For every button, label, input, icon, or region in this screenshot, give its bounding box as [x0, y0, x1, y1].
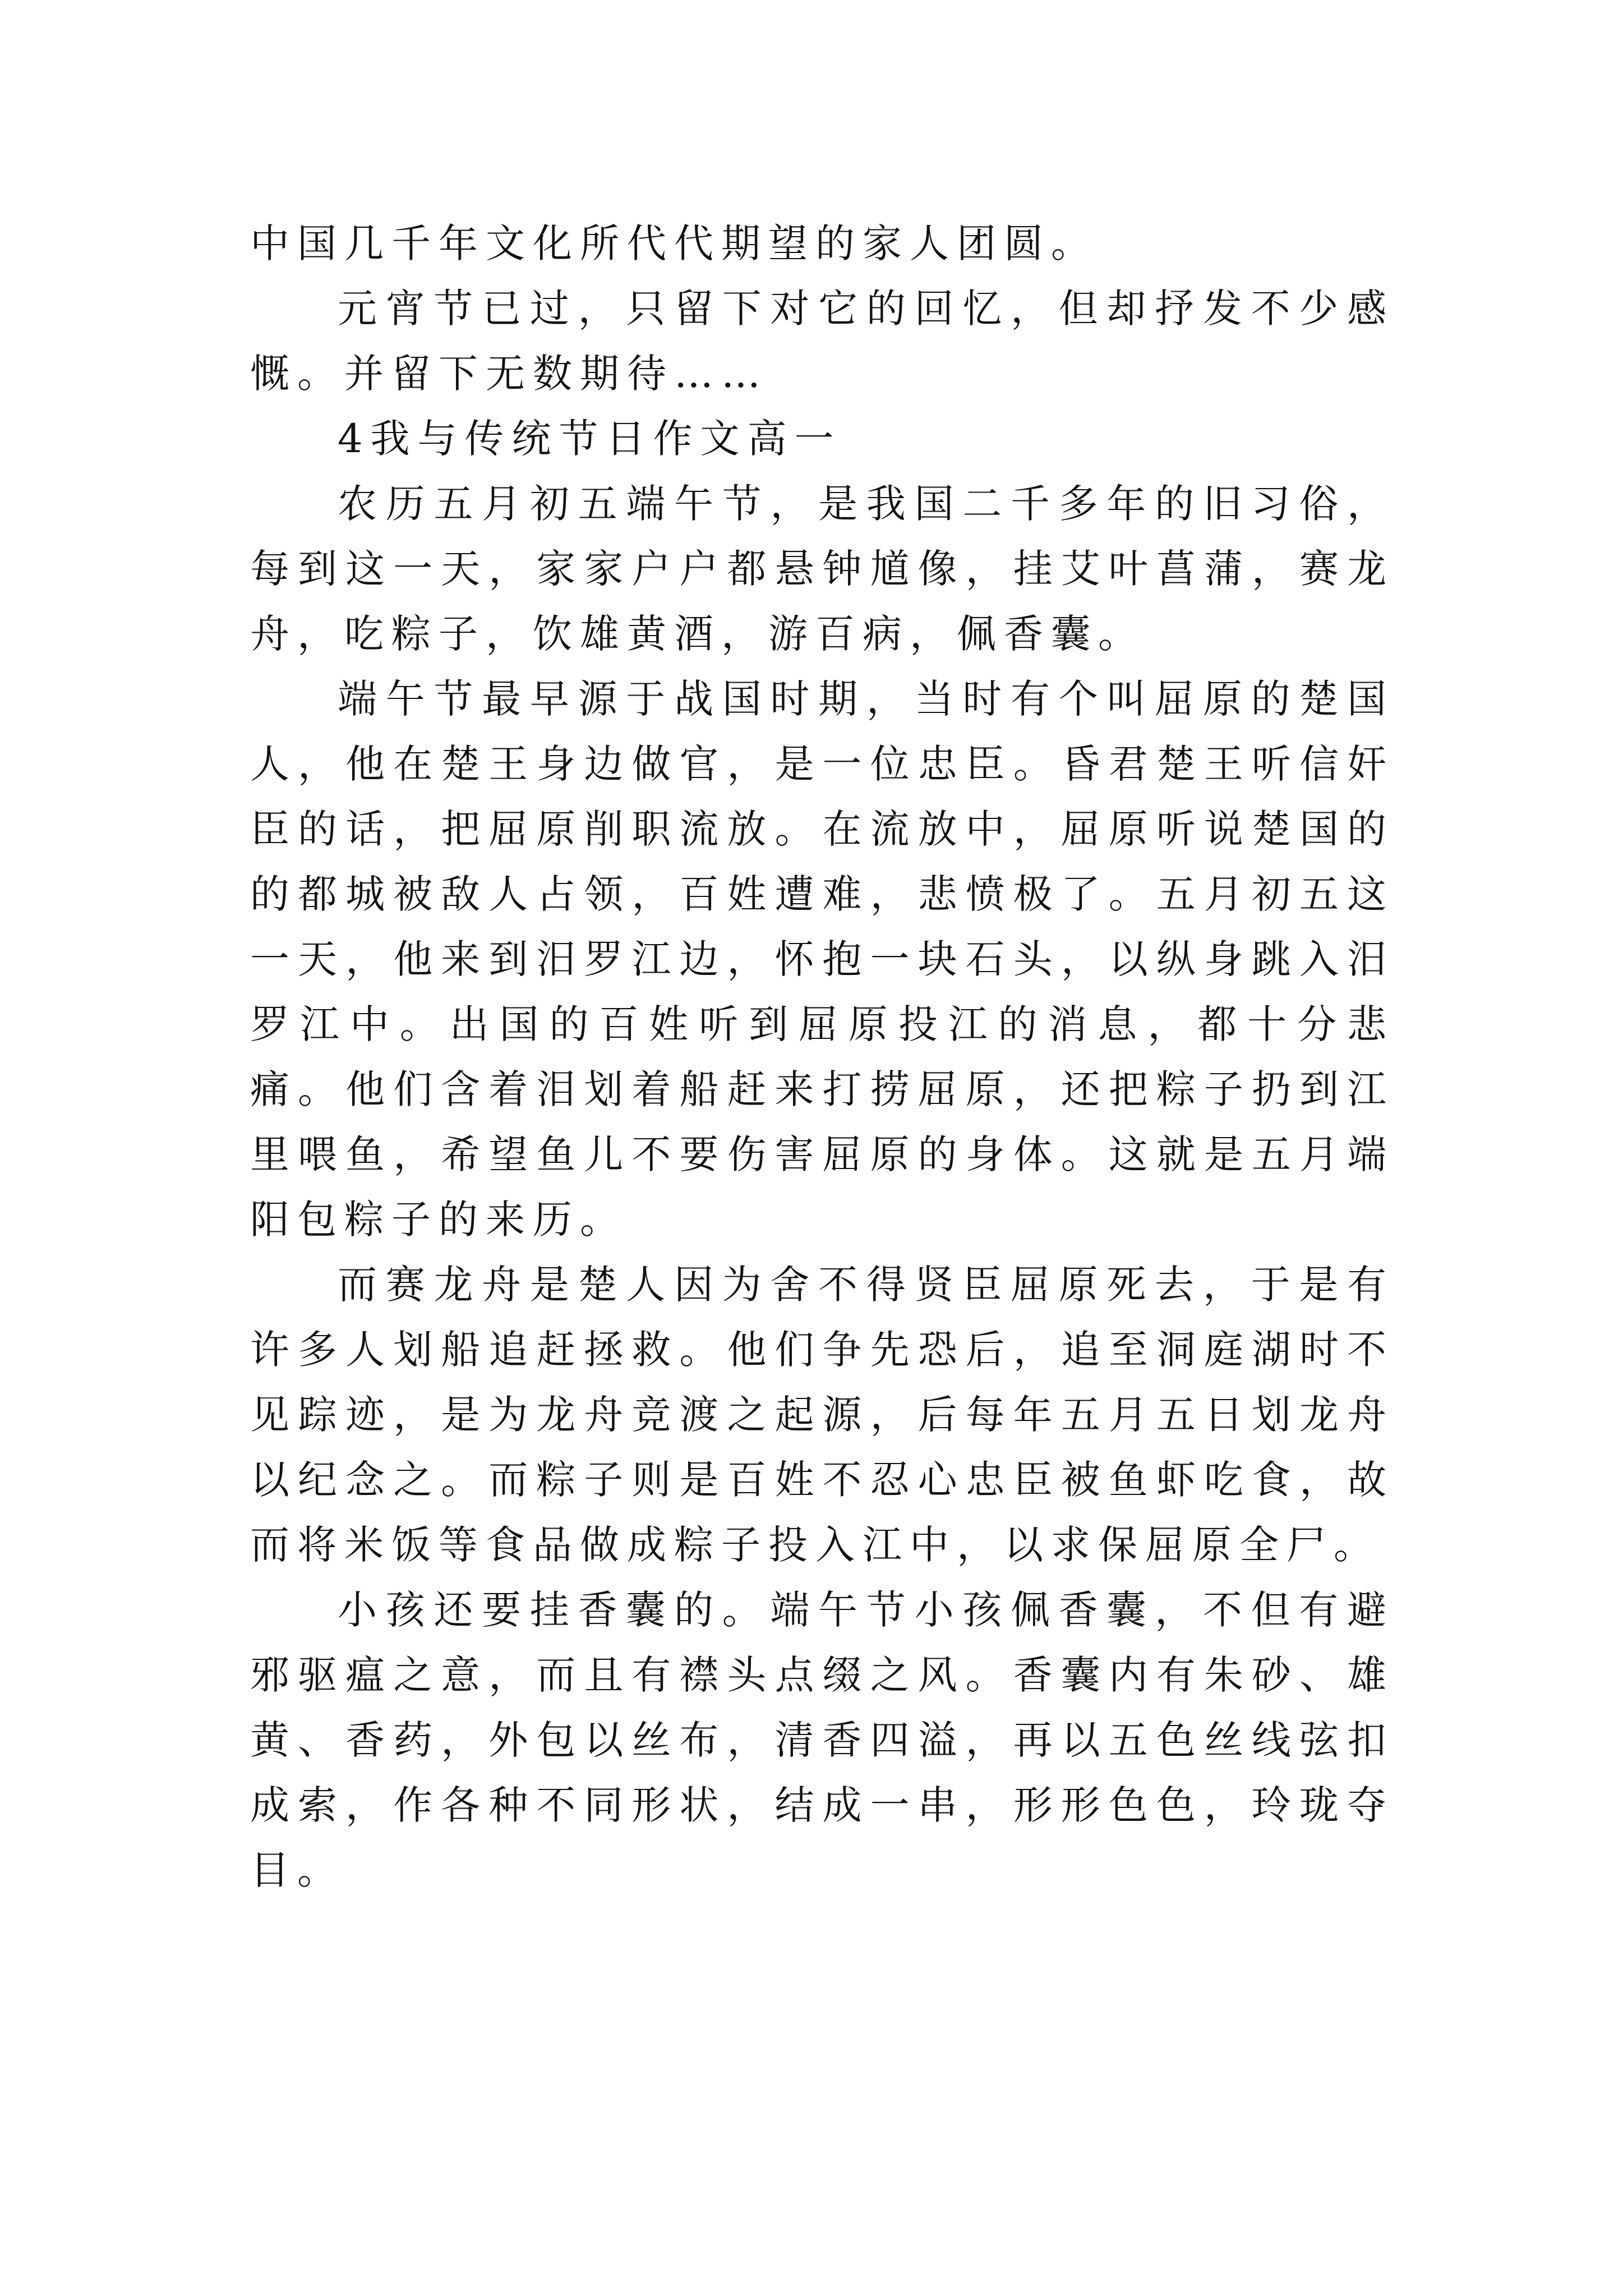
paragraph-1: 中国几千年文化所代代期望的家人团圆。 — [250, 220, 1098, 266]
paragraph-6: 小孩还要挂香囊的。端午节小孩佩香囊，不但有避邪驱瘟之意，而且有襟头点缀之风。香囊内有朱砂、雄黄、香药，外包以丝布，清香四溢，再以五色丝线弦扣成索，作各种不同形状，结成一串，形形色色，玲珑夺目。 — [250, 1587, 1394, 1893]
paragraph-5: 而赛龙舟是楚人因为舍不得贤臣屈原死去，于是有许多人划船追赶拯救。他们争先恐后，追至洞庭湖时不见踪迹，是为龙舟竞渡之起源，后每年五月五日划龙舟以纪念之。而粽子则是百姓不忍心忠臣被鱼虾吃食，故而将米饭等食品做成粽子投入江中，以求保屈原全尸。 — [250, 1262, 1394, 1568]
paragraph-3: 农历五月初五端午节，是我国二千多年的旧习俗，每到这一天，家家户户都悬钟馗像，挂艾叶菖蒲，赛龙舟，吃粽子，饮雄黄酒，游百病，佩香囊。 — [250, 481, 1394, 657]
document-body — [250, 211, 1394, 1903]
section-heading: 4我与传统节日作文高一 — [338, 416, 842, 462]
paragraph-2: 元宵节已过，只留下对它的回忆，但却抒发不少感慨。并留下无数期待…… — [250, 286, 1394, 397]
paragraph-4: 端午节最早源于战国时期，当时有个叫屈原的楚国人，他在楚王身边做官，是一位忠臣。昏君楚王听信奸臣的话，把屈原削职流放。在流放中，屈原听说楚国的的都城被敌人占领，百姓遭难，悲愤极了。五月初五这一天，他来到汨罗江边，怀抱一块石头，以纵身跳入汨罗江中。出国的百姓听到屈原投江的消息，都十分悲痛。他们含着泪划着船赶来打捞屈原，还把粽子扔到江里喂鱼，希望鱼儿不要伤害屈原的身体。这就是五月端阳包粽子的来历。 — [250, 676, 1394, 1243]
